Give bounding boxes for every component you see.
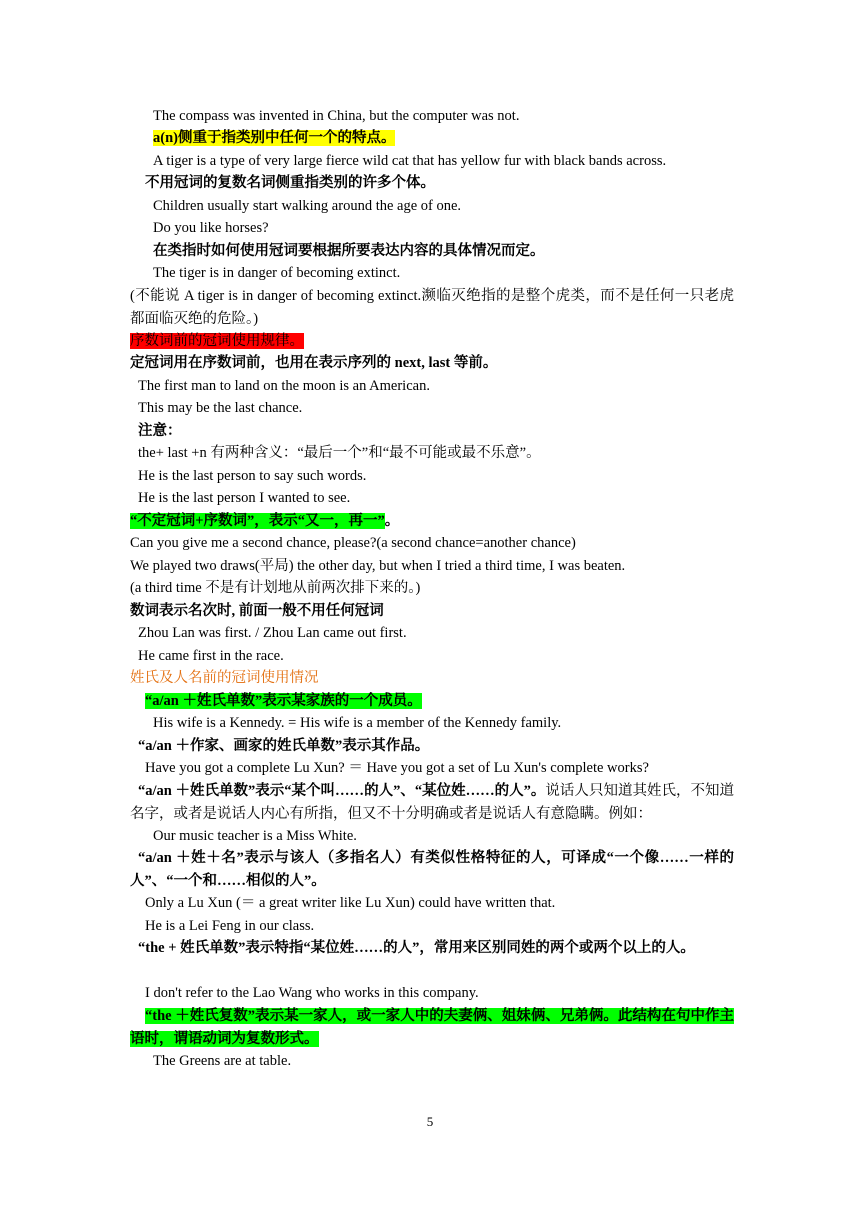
text-line: Only a Lu Xun (＝ a great writer like Lu Xun) could have written that.	[145, 895, 556, 911]
text-line: I don't refer to the Lao Wang who works in this company.	[145, 985, 479, 1001]
rule-heading: 定冠词用在序数词前，也用在表示序列的 next, last 等前。	[130, 355, 498, 371]
page-number: 5	[426, 1114, 434, 1129]
text-line: We played two draws(平局) the other day, but when I tried a third time, I was beaten.	[130, 558, 626, 574]
rule-heading: “a/an ＋作家、画家的姓氏单数”表示其作品。	[138, 738, 430, 754]
text-line	[153, 127, 765, 150]
highlighted-rule: “a/an ＋姓氏单数”表示某家族的一个成员。	[145, 693, 422, 709]
text-line: the+ last +n 有两种含义：“最后一个”和“最不可能或最不乐意”。	[138, 445, 541, 461]
highlighted-rule: “the ＋姓氏复数”表示某一家人，或一家人中的夫妻俩、姐妹俩、兄弟俩。此结构在句中作主语时，谓语动词为复数形式。	[130, 1008, 734, 1047]
rule-heading: 在类指时如何使用冠词要根据所要表达内容的具体情况而定。	[153, 243, 545, 259]
text-line: Children usually start walking around the age of one.	[153, 198, 462, 214]
text-line: This may be the last chance.	[138, 400, 303, 416]
rule-heading: “the + 姓氏单数”表示特指“某位姓……的人”，常用来区别同姓的两个或两个以上的人。	[138, 940, 695, 956]
highlighted-rule: “不定冠词+序数词”，表示“又一，再一”	[130, 513, 385, 529]
explanation-text: 说话人只知道其姓氏，不知道名字，或者是说话人内心有所指，但又不十分明确或者是说话人有意隐瞒。例如：	[130, 783, 735, 822]
text-line: He is the last person I wanted to see.	[138, 490, 351, 506]
text-line: The compass was invented in China, but the computer was not.	[153, 108, 520, 124]
text-paragraph	[130, 780, 734, 825]
text-line: The tiger is in danger of becoming extinct.	[153, 265, 401, 281]
text-line: Our music teacher is a Miss White.	[153, 828, 357, 844]
text-line: (a third time 不是有计划地从前两次排下来的。)	[130, 580, 421, 596]
text-line: Do you like horses?	[153, 220, 269, 236]
note-label: 注意：	[138, 423, 182, 439]
rule-heading: 不用冠词的复数名词侧重指类别的许多个体。	[145, 175, 435, 191]
rule-heading	[130, 1005, 734, 1050]
text-line: Have you got a complete Lu Xun? ＝ Have you got a set of Lu Xun's complete works?	[145, 760, 649, 776]
section-heading: 姓氏及人名前的冠词使用情况	[130, 670, 319, 686]
text-line: The Greens are at table.	[153, 1053, 292, 1069]
text-line: He is the last person to say such words.	[138, 468, 367, 484]
highlighted-section-title: 序数词前的冠词使用规律。	[130, 333, 304, 349]
rule-heading	[145, 690, 757, 713]
rule-heading: “a/an ＋姓＋名”表示与该人（多指名人）有类似性格特征的人，可译成“一个像……一样的人”、“一个和……相似的人”。	[130, 850, 734, 889]
punctuation: 。	[384, 513, 400, 529]
text-line: He is a Lei Feng in our class.	[145, 918, 315, 934]
text-line: The first man to land on the moon is an American.	[138, 378, 430, 394]
rule-heading	[130, 510, 742, 533]
text-line: Zhou Lan was first. / Zhou Lan came out first.	[138, 625, 407, 641]
text-line: A tiger is a type of very large fierce wild cat that has yellow fur with black bands across.	[153, 153, 667, 169]
rule-heading: 数词表示名次时, 前面一般不用任何冠词	[130, 603, 384, 619]
text-line: Can you give me a second chance, please?(a second chance=another chance)	[130, 535, 576, 551]
text-paragraph: (不能说 A tiger is in danger of becoming extinct.濒临灭绝指的是整个虎类，而不是任何一只老虎都面临灭绝的危险。)	[130, 288, 734, 327]
text-line: His wife is a Kennedy. = His wife is a member of the Kennedy family.	[153, 715, 562, 731]
rule-heading-inline: “a/an ＋姓氏单数”表示“某个叫……的人”、“某位姓……的人”。	[138, 783, 546, 799]
text-line: He came first in the race.	[138, 648, 284, 664]
section-heading	[130, 330, 742, 353]
highlighted-rule: a(n)侧重于指类别中任何一个的特点。	[153, 130, 396, 146]
